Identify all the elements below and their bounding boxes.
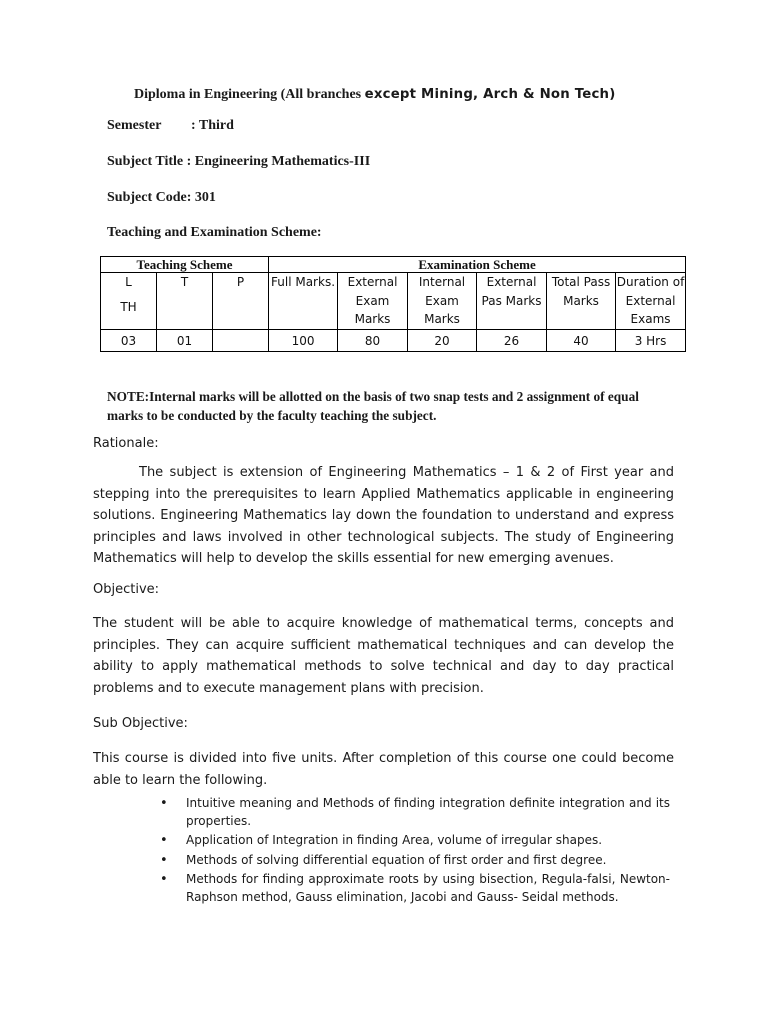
- col-l-header: [101, 273, 157, 330]
- cell-total-pass: 40: [547, 330, 616, 352]
- col-external-header: External Exam Marks: [338, 273, 408, 330]
- cell-external: 80: [338, 330, 408, 352]
- semester-label: Semester: [107, 118, 162, 133]
- table-row: [101, 330, 686, 352]
- col-total-pass-header: Total Pass Marks: [547, 273, 616, 330]
- sub-objective-text: This course is divided into five units. After completion of this course one could become able to learn the following.: [93, 751, 674, 788]
- rationale-label: Rationale:: [93, 436, 159, 451]
- subject-title: Subject Title : Engineering Mathematics-III: [107, 154, 371, 169]
- col-l-label: L: [125, 275, 132, 289]
- semester-line: [107, 118, 234, 134]
- scheme-table: [100, 256, 686, 352]
- sub-objective-label: Sub Objective:: [93, 716, 188, 731]
- objective-label: Objective:: [93, 582, 160, 597]
- list-item-text: Application of Integration in finding Area, volume of irregular shapes.: [186, 833, 603, 847]
- list-item: [160, 852, 670, 870]
- subject-code: Subject Code: 301: [107, 190, 216, 205]
- rationale-text: The subject is extension of Engineering Mathematics – 1 & 2 of First year and stepping into the prerequisites to learn Applied Mathematics applicable in engineering solutions. Engineering Mathematics lay down the foundation to understand and express principles and laws involved in other technological subjects. The study of Engineering Mathematics will help to develop the skills essential for new emerging avenues.: [93, 465, 674, 566]
- semester-value: : Third: [191, 118, 234, 133]
- col-external-pass-header: External Pas Marks: [477, 273, 547, 330]
- cell-duration: 3 Hrs: [616, 330, 686, 352]
- heading-tail: except Mining, Arch & Non Tech): [364, 87, 616, 102]
- table-group-row: [101, 257, 686, 273]
- list-item-text: Intuitive meaning and Methods of finding integration definite integration and its properties.: [186, 796, 670, 828]
- heading-main: Diploma in Engineering (All branches: [134, 87, 365, 102]
- col-t-header: T: [157, 273, 213, 330]
- list-item: [160, 795, 670, 830]
- bullet-icon: •: [160, 852, 168, 868]
- bullet-icon: •: [160, 872, 168, 887]
- document-heading: [134, 87, 615, 103]
- col-p-header: P: [213, 273, 269, 330]
- sub-objective-list: [160, 795, 670, 908]
- objective-text: The student will be able to acquire knowledge of mathematical terms, concepts and principles. They can acquire sufficient mathematical techniques and can develop the ability to apply mathematical methods to solve technical and day to day practical problems and to execute management plans with precision.: [93, 616, 674, 696]
- bullet-icon: •: [160, 833, 168, 848]
- scheme-title: Teaching and Examination Scheme:: [107, 225, 322, 240]
- col-internal-header: Internal Exam Marks: [408, 273, 477, 330]
- cell-external-pass: 26: [477, 330, 547, 352]
- table-header-row: [101, 273, 686, 330]
- cell-p: [213, 330, 269, 352]
- col-full-marks-header: Full Marks.: [269, 273, 338, 330]
- cell-t: 01: [157, 330, 213, 352]
- list-item-text: Methods of solving differential equation of first order and first degree.: [186, 852, 607, 867]
- cell-l: 03: [101, 330, 157, 352]
- list-item: [160, 871, 670, 906]
- cell-full-marks: 100: [269, 330, 338, 352]
- bullet-icon: •: [160, 796, 168, 811]
- cell-internal: 20: [408, 330, 477, 352]
- exam-scheme-header: Examination Scheme: [269, 257, 686, 273]
- note-text: NOTE:Internal marks will be allotted on the basis of two snap tests and 2 assignment of equal marks to be conducted by the faculty teaching the subject.: [107, 389, 639, 423]
- list-item: [160, 832, 670, 850]
- col-th-label: TH: [120, 299, 137, 314]
- list-item-text: Methods for finding approximate roots by using bisection, Regula-falsi, Newton-Raphson method, Gauss elimination, Jacobi and Gauss- Seidal methods.: [186, 872, 670, 904]
- col-duration-header: Duration of External Exams: [616, 273, 686, 330]
- teaching-scheme-header: Teaching Scheme: [101, 257, 269, 273]
